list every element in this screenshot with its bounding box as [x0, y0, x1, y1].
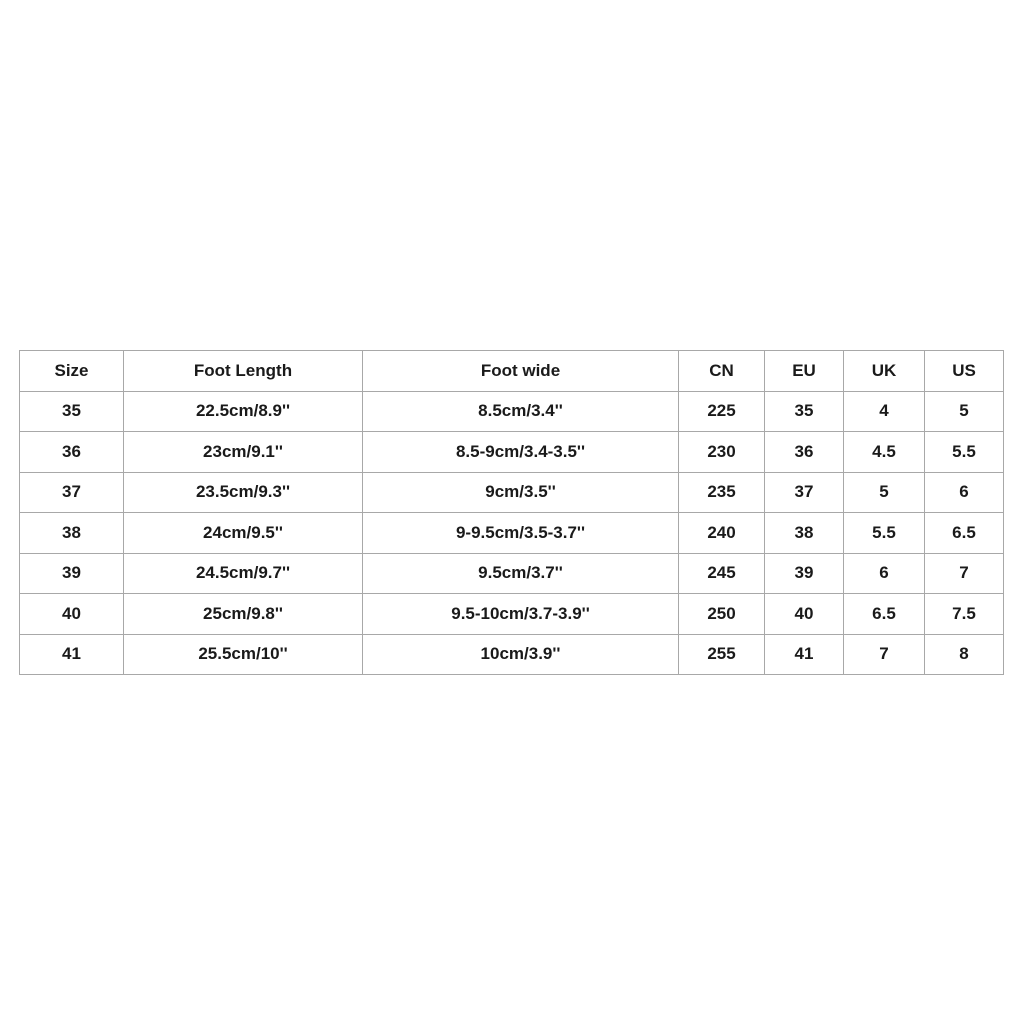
cell-uk: 5	[844, 472, 925, 513]
cell-cn: 255	[679, 634, 765, 675]
table-row	[20, 594, 1004, 635]
cell-us: 6.5	[925, 513, 1004, 554]
cell-us: 8	[925, 634, 1004, 675]
cell-foot-wide: 9cm/3.5''	[363, 472, 679, 513]
cell-uk: 6	[844, 553, 925, 594]
cell-foot-wide: 9.5-10cm/3.7-3.9''	[363, 594, 679, 635]
size-chart-body	[20, 391, 1004, 675]
cell-uk: 7	[844, 634, 925, 675]
cell-uk: 4	[844, 391, 925, 432]
cell-eu: 41	[765, 634, 844, 675]
cell-size: 36	[20, 432, 124, 473]
cell-us: 7.5	[925, 594, 1004, 635]
table-row	[20, 432, 1004, 473]
cell-cn: 230	[679, 432, 765, 473]
header-uk: UK	[844, 351, 925, 392]
cell-foot-wide: 9-9.5cm/3.5-3.7''	[363, 513, 679, 554]
size-chart-table	[19, 350, 1004, 675]
cell-foot-wide: 9.5cm/3.7''	[363, 553, 679, 594]
cell-size: 41	[20, 634, 124, 675]
cell-foot-length: 24.5cm/9.7''	[124, 553, 363, 594]
cell-foot-length: 22.5cm/8.9''	[124, 391, 363, 432]
cell-eu: 39	[765, 553, 844, 594]
cell-us: 5	[925, 391, 1004, 432]
cell-foot-wide: 10cm/3.9''	[363, 634, 679, 675]
cell-size: 35	[20, 391, 124, 432]
header-size: Size	[20, 351, 124, 392]
cell-us: 6	[925, 472, 1004, 513]
cell-eu: 37	[765, 472, 844, 513]
table-row	[20, 472, 1004, 513]
header-us: US	[925, 351, 1004, 392]
header-foot-length: Foot Length	[124, 351, 363, 392]
cell-uk: 6.5	[844, 594, 925, 635]
cell-eu: 40	[765, 594, 844, 635]
cell-foot-length: 25.5cm/10''	[124, 634, 363, 675]
table-row	[20, 634, 1004, 675]
cell-size: 37	[20, 472, 124, 513]
cell-cn: 245	[679, 553, 765, 594]
cell-eu: 38	[765, 513, 844, 554]
header-cn: CN	[679, 351, 765, 392]
cell-foot-wide: 8.5-9cm/3.4-3.5''	[363, 432, 679, 473]
cell-foot-length: 25cm/9.8''	[124, 594, 363, 635]
cell-us: 7	[925, 553, 1004, 594]
table-row	[20, 391, 1004, 432]
cell-cn: 250	[679, 594, 765, 635]
cell-foot-length: 24cm/9.5''	[124, 513, 363, 554]
table-row	[20, 553, 1004, 594]
cell-eu: 35	[765, 391, 844, 432]
cell-size: 39	[20, 553, 124, 594]
cell-foot-length: 23.5cm/9.3''	[124, 472, 363, 513]
cell-cn: 225	[679, 391, 765, 432]
cell-size: 40	[20, 594, 124, 635]
cell-size: 38	[20, 513, 124, 554]
cell-eu: 36	[765, 432, 844, 473]
header-row	[20, 351, 1004, 392]
header-eu: EU	[765, 351, 844, 392]
cell-foot-length: 23cm/9.1''	[124, 432, 363, 473]
table-row	[20, 513, 1004, 554]
cell-uk: 4.5	[844, 432, 925, 473]
cell-cn: 235	[679, 472, 765, 513]
cell-cn: 240	[679, 513, 765, 554]
cell-foot-wide: 8.5cm/3.4''	[363, 391, 679, 432]
cell-uk: 5.5	[844, 513, 925, 554]
cell-us: 5.5	[925, 432, 1004, 473]
header-foot-wide: Foot wide	[363, 351, 679, 392]
